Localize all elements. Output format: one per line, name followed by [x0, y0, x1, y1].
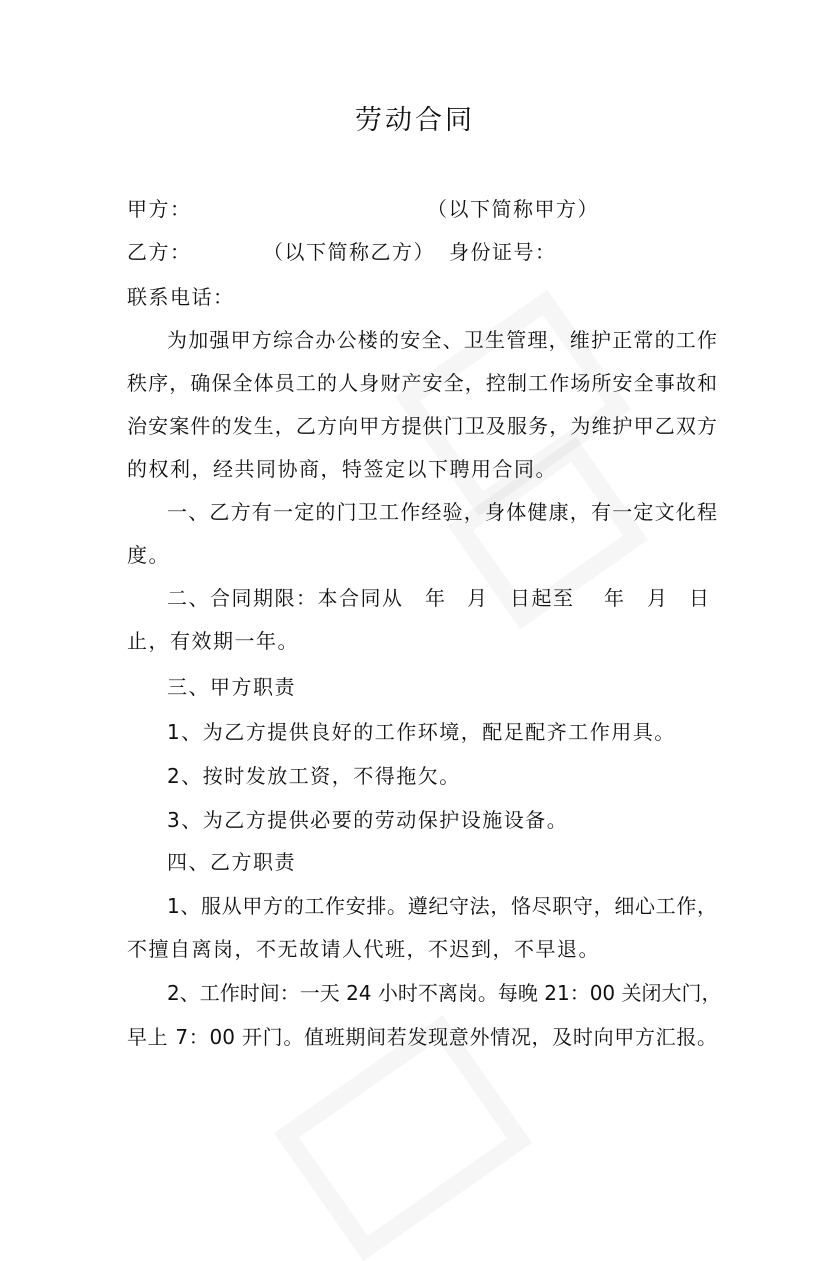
intro-line: 的权利，经共同协商，特签定以下聘用合同。 — [127, 457, 557, 481]
watermark-mark — [274, 1015, 532, 1261]
section-4-heading: 四、乙方职责 — [167, 850, 296, 874]
contact-line: 联系电话： — [127, 285, 235, 309]
clause-1-line: 度。 — [127, 543, 170, 567]
party-a-alias: （以下简称甲方） — [427, 197, 599, 221]
intro-line: 治安案件的发生，乙方向甲方提供门卫及服务，为维护甲乙双方 — [127, 414, 717, 438]
section-4-item-2-line: 早上 7：00 开门。值班期间若发现意外情况，及时向甲方汇报。 — [127, 1025, 717, 1049]
section-3-item: 3、为乙方提供必要的劳动保护设施设备。 — [167, 808, 569, 832]
clause-2-line: 止，有效期一年。 — [127, 629, 299, 653]
party-b-alias: （以下简称乙方） — [263, 240, 435, 264]
term-month: 月 — [467, 586, 489, 610]
term-year: 年 — [425, 586, 447, 610]
intro-line: 为加强甲方综合办公楼的安全、卫生管理，维护正常的工作 — [167, 328, 717, 352]
party-b-label: 乙方： — [127, 240, 192, 264]
intro-line: 秩序，确保全体员工的人身财产安全，控制工作场所安全事故和 — [127, 371, 717, 395]
term-day-from: 日起至 — [510, 586, 575, 610]
section-4-item-1-line: 不擅自离岗，不无故请人代班，不迟到，不早退。 — [127, 937, 600, 961]
term-prefix: 二、合同期限：本合同从 — [167, 586, 404, 610]
party-a-label: 甲方： — [127, 197, 192, 221]
section-4-item-1-line: 1、服从甲方的工作安排。遵纪守法，恪尽职守，细心工作， — [167, 894, 717, 918]
section-3-heading: 三、甲方职责 — [167, 675, 296, 699]
clause-1-line: 一、乙方有一定的门卫工作经验，身体健康，有一定文化程 — [167, 500, 717, 524]
section-4-item-2-line: 2、工作时间：一天 24 小时不离岗。每晚 21：00 关闭大门， — [167, 981, 722, 1005]
term-day-end: 日 — [689, 586, 711, 610]
section-3-item: 1、为乙方提供良好的工作环境，配足配齐工作用具。 — [167, 720, 676, 744]
term-year-end: 年 — [604, 586, 626, 610]
document-title: 劳动合同 — [355, 105, 475, 136]
party-b-id-label: 身份证号： — [449, 240, 557, 264]
section-3-item: 2、按时发放工资，不得拖欠。 — [167, 764, 461, 788]
term-month-end: 月 — [647, 586, 669, 610]
